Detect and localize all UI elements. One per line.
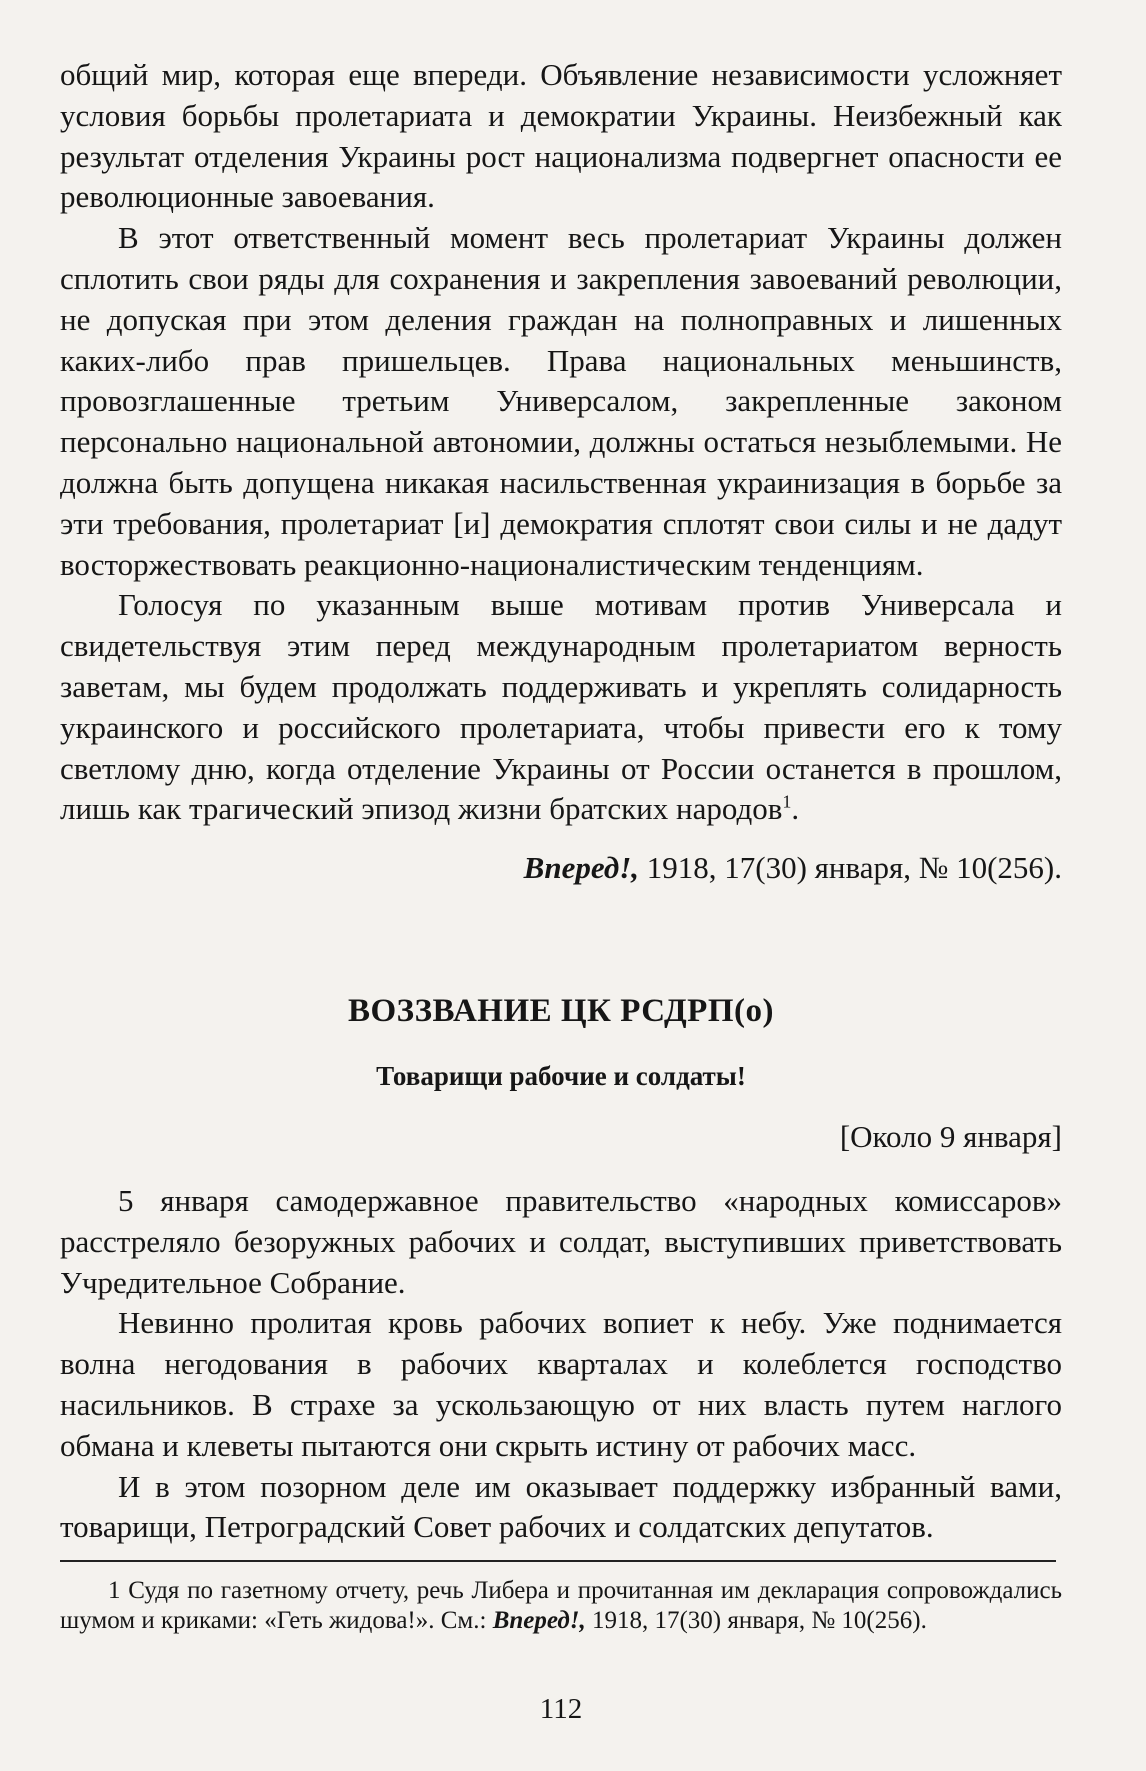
paragraph-1: общий мир, которая еще впереди. Объявление независимости усложняет условия борьбы пролетариата и демократии Украины. Неизбежный как результат отделения Украины рост национализма подвергнет опасности ее революционные завоевания.	[60, 57, 1062, 215]
paragraph-3-text: Голосуя по указанным выше мотивам против Универсала и свидетельствуя этим перед международным пролетариатом верность заветам, мы будем продолжать поддерживать и укреплять солидарность украинского и российского пролетариата, чтобы привести его к тому светлому дню, когда отделение Украины от России останется в прошлом, лишь как трагический эпизод жизни братских народов	[60, 587, 1062, 827]
footnote-text-before: Судя по газетному отчету, речь Либера и прочитанная им декларация сопровождались шумом и криками: «Геть жидова!». См.:	[60, 1577, 1062, 1635]
source-citation	[60, 848, 1062, 889]
source-details: 1918, 17(30) января, № 10(256).	[639, 850, 1062, 886]
footnote-marker: 1	[782, 792, 792, 813]
paragraph-6: И в этом позорном деле им оказывает поддержку избранный вами, товарищи, Петроградский Совет рабочих и солдатских депутатов.	[60, 1468, 1062, 1545]
footnote	[60, 1576, 1062, 1636]
footnote-divider	[60, 1560, 1056, 1562]
footnote-number: 1	[108, 1577, 121, 1605]
section-heading: ВОЗЗВАНИЕ ЦК РСДРП(о)	[348, 992, 774, 1029]
date-note: [Около 9 января]	[839, 1118, 1062, 1154]
page-number: 112	[539, 1693, 583, 1726]
paragraph-4: 5 января самодержавное правительство «народных комиссаров» расстреляло безоружных рабочих и солдат, выступивших приветствовать Учредительное Собрание.	[60, 1182, 1062, 1300]
section-subheading: Товарищи рабочие и солдаты!	[376, 1060, 746, 1091]
source-journal: Вперед!,	[523, 850, 640, 886]
paragraph-3: Голосуя по указанным выше мотивам против Универсала и свидетельствуя этим перед международным пролетариатом верность заветам, мы будем продолжать поддерживать и укреплять солидарность украинского и российского пролетариата, чтобы привести его к тому светлому дню, когда отделение Украины от России останется в прошлом, лишь как трагический эпизод жизни братских народов$^1$.	[60, 587, 1062, 827]
document-page	[60, 55, 1062, 1726]
paragraph-5: Невинно пролитая кровь рабочих вопиет к небу. Уже поднимается волна негодования в рабочих кварталах и колеблется господство насильников. В страхе за ускользающую от них власть путем наглого обмана и клеветы пытаются они скрыть истину от рабочих масс.	[60, 1305, 1062, 1463]
footnote-text-after: 1918, 17(30) января, № 10(256).	[585, 1607, 927, 1635]
footnote-journal: Вперед!,	[492, 1607, 586, 1635]
paragraph-2: В этот ответственный момент весь пролетариат Украины должен сплотить свои ряды для сохранения и закрепления завоеваний революции, не допуская при этом деления граждан на полноправных и лишенных каких-либо прав пришельцев. Права национальных меньшинств, провозглашенные третьим Универсалом, закрепленные законом персонально национальной автономии, должны остаться незыблемыми. Не должна быть допущена никакая насильственная украинизация в борьбе за эти требования, пролетариат [и] демократия сплотят свои силы и не дадут восторжествовать реакционно-националистическим тенденциям.	[60, 220, 1062, 582]
